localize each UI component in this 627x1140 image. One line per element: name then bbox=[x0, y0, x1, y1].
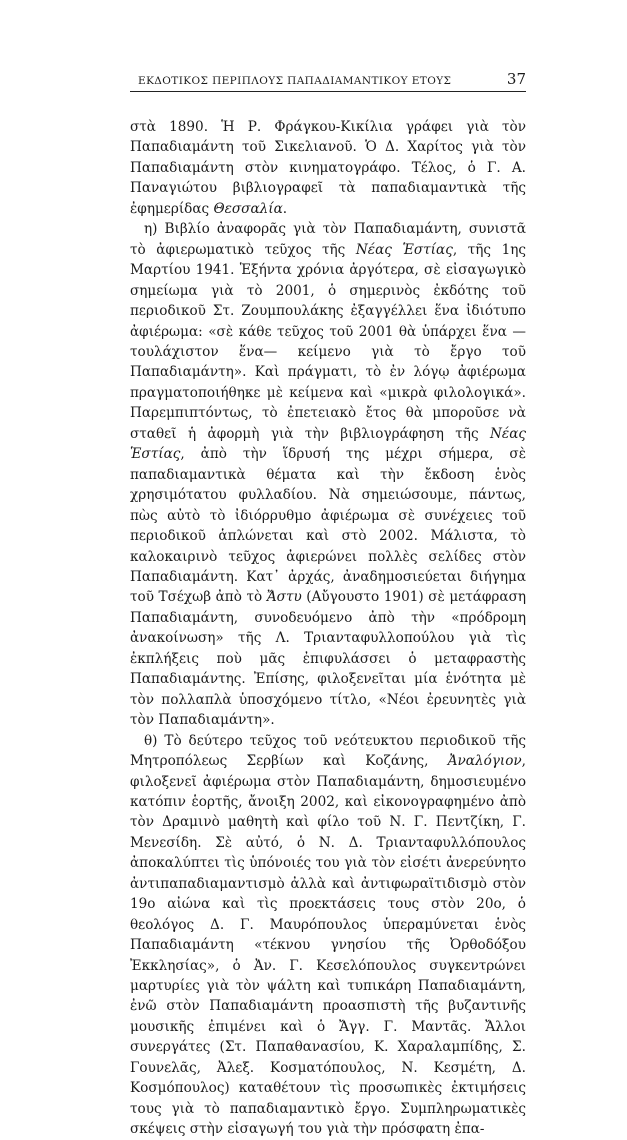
text-run: , τῆς 1ης Μαρτίου 1941. Ἑξήντα χρόνια ἀργότερα, σὲ εἰσαγωγικὸ σημείωμα γιὰ τὸ 2001, ὁ σημερινὸς ἐκδότης τοῦ περιοδικοῦ Στ. Ζουμπουλάκης ἐξαγγέλλει ἕνα ἰδιότυπο ἀφιέρωμα: «σὲ κάθε τεῦχος τοῦ 2001 θὰ ὑπάρχει ἕνα —τουλάχιστον ἕνα— κείμενο γιὰ τὸ ἔργο τοῦ Παπαδιαμάντη». Καὶ πράγματι, τὸ ἐν λόγῳ ἀφιέρωμα πραγματοποιήθηκε μὲ κείμενα καὶ «μικρὰ φιλολογικά». Παρεμπιπτόντως, τὸ ἐπετειακὸ ἔτος θὰ μποροῦσε νὰ σταθεῖ ἡ ἀφορμὴ γιὰ τὴν βιβλιογράφηση τῆς bbox=[130, 241, 526, 442]
page-header bbox=[130, 70, 526, 92]
page-number: 37 bbox=[506, 70, 526, 88]
text-run: , φιλοξενεῖ ἀφιέρωμα στὸν Παπαδιαμάντη, δημοσιευμένο κατόπιν ἑορτῆς, ἄνοιξη 2002, καὶ εἰκονογραφημένο ἀπὸ τὸν Δραμινὸ μαθητὴ καὶ φίλο τοῦ Ν. Γ. Πεντζίκη, Γ. Μενεσίδη. Σὲ αὐτό, ὁ Ν. Δ. Τριανταφυλλόπουλος ἀποκαλύπτει τὶς ὑπόνοιές του γιὰ τὸν εἰσέτι ἀνερεύνητο ἀντιπαπαδιαμαντισμὸ ἀλλὰ καὶ ἀντιφωραϊτιδισμὸ στὸν 19ο αἰώνα καὶ τὶς προεκτάσεις τους στὸν 20ο, ὁ θεολόγος Δ. Γ. Μαυρόπουλος ὑπεραμύνεται ἑνὸς Παπαδιαμάντη «τέκνου γνησίου τῆς Ὀρθοδόξου Ἐκκλησίας», ὁ Ἀν. Γ. Κεσελόπουλος συγκεντρώνει μαρτυρίες γιὰ τὸν ψάλτη καὶ τυπικάρη Παπαδιαμάντη, ἐνῶ στὸν Παπαδιαμάντη προασπιστὴ τῆς βυζαντινῆς μουσικῆς ἐπιμένει καὶ ὁ Ἄγγ. Γ. Μαντᾶς. Ἄλλοι συνεργάτες (Στ. Παπαθανασίου, Κ. Χαραλαμπίδης, Σ. Γουνελᾶς, Ἀλεξ. Κοσματόπουλος, Ν. Κεσμέτη, Δ. Κοσμόπουλος) καταθέτουν τὶς προσωπικὲς ἐκτιμήσεις τους γιὰ τὸ παπαδιαμαντικὸ ἔργο. Συμπληρωματικὲς σκέψεις στὴν εἰσαγωγή του γιὰ τὴν πρόσφατη ἐπα- bbox=[130, 753, 526, 1138]
text-run: . bbox=[282, 200, 288, 217]
italic-title: Ἄστυ bbox=[266, 589, 302, 606]
text-run: η) Βιβλίο ἀναφορᾶς γιὰ τὸν Παπαδιαμάντη, συνιστᾶ τὸ ἀφιερωματικὸ τεῦχος τῆς bbox=[130, 221, 526, 258]
paragraph bbox=[130, 117, 526, 219]
body-text bbox=[130, 117, 526, 1140]
paragraph bbox=[130, 731, 526, 1140]
text-run: , ἀπὸ τὴν ἵδρυσή της μέχρι σήμερα, σὲ παπαδιαμαντικὰ θέματα καὶ τὴν ἔκδοση ἑνὸς χρησιμότατου φυλλαδίου. Νὰ σημειώσουμε, πάντως, πὼς αὐτὸ τὸ ἰδιόρρυθμο ἀφιέρωμα σὲ συνέχειες τοῦ περιοδικοῦ ἁπλώνεται καὶ στὸ 2002. Μάλιστα, τὸ καλοκαιρινὸ τεῦχος ἀφιερώνει πολλὲς σελίδες στὸν Παπαδιαμάντη. Κατ᾽ ἀρχάς, ἀναδημοσιεύεται διήγημα τοῦ Τσέχωβ ἀπὸ τὸ bbox=[130, 446, 526, 606]
running-head: ΕΚΔΟΤΙΚΟΣ ΠΕΡΙΠΛΟΥΣ ΠΑΠΑΔΙΑΜΑΝΤΙΚΟΥ ΕΤΟΥΣ bbox=[138, 75, 452, 87]
italic-title: Νέας Ἑστίας bbox=[355, 241, 453, 258]
paragraph bbox=[130, 219, 526, 730]
text-run: θ) Τὸ δεύτερο τεῦχος τοῦ νεότευκτου περιοδικοῦ τῆς Μητροπόλεως Σερβίων καὶ Κοζάνης, bbox=[130, 732, 526, 770]
text-run: (Αὔγουστο 1901) σὲ μετάφραση Παπαδιαμάντη, συνοδευόμενο ἀπὸ τὴν «πρόδρομη ἀνακοίνωση» τῆς Λ. Τριανταφυλλοπούλου γιὰ τὶς ἐκπλήξεις ποὺ μᾶς ἐπιφυλάσσει ὁ μεταφραστὴς Παπαδιαμάντης. Ἐπίσης, φιλοξενεῖται μία ἑνότητα μὲ τὸν πολλαπλὰ ὑποσχόμενο τίτλο, «Νέοι ἐρευνητὲς γιὰ τὸν Παπαδιαμάντη». bbox=[130, 589, 527, 729]
text-run: στὰ 1890. Ἡ Ρ. Φράγκου-Κικίλια γράφει γιὰ τὸν Παπαδιαμάντη τοῦ Σικελιανοῦ. Ὁ Δ. Χαρίτος γιὰ τὸν Παπαδιαμάντη στὸν κινηματογράφο. Τέλος, ὁ Γ. Α. Παναγιώτου βιβλιογραφεῖ τὰ παπαδιαμαντικὰ τῆς ἐφημερίδας bbox=[130, 119, 526, 217]
italic-title: Ἀναλόγιον bbox=[447, 753, 522, 770]
italic-title: Θεσσαλία bbox=[213, 200, 283, 217]
italic-title: Νέας Ἑστίας bbox=[130, 425, 526, 463]
book-page bbox=[130, 70, 526, 1140]
